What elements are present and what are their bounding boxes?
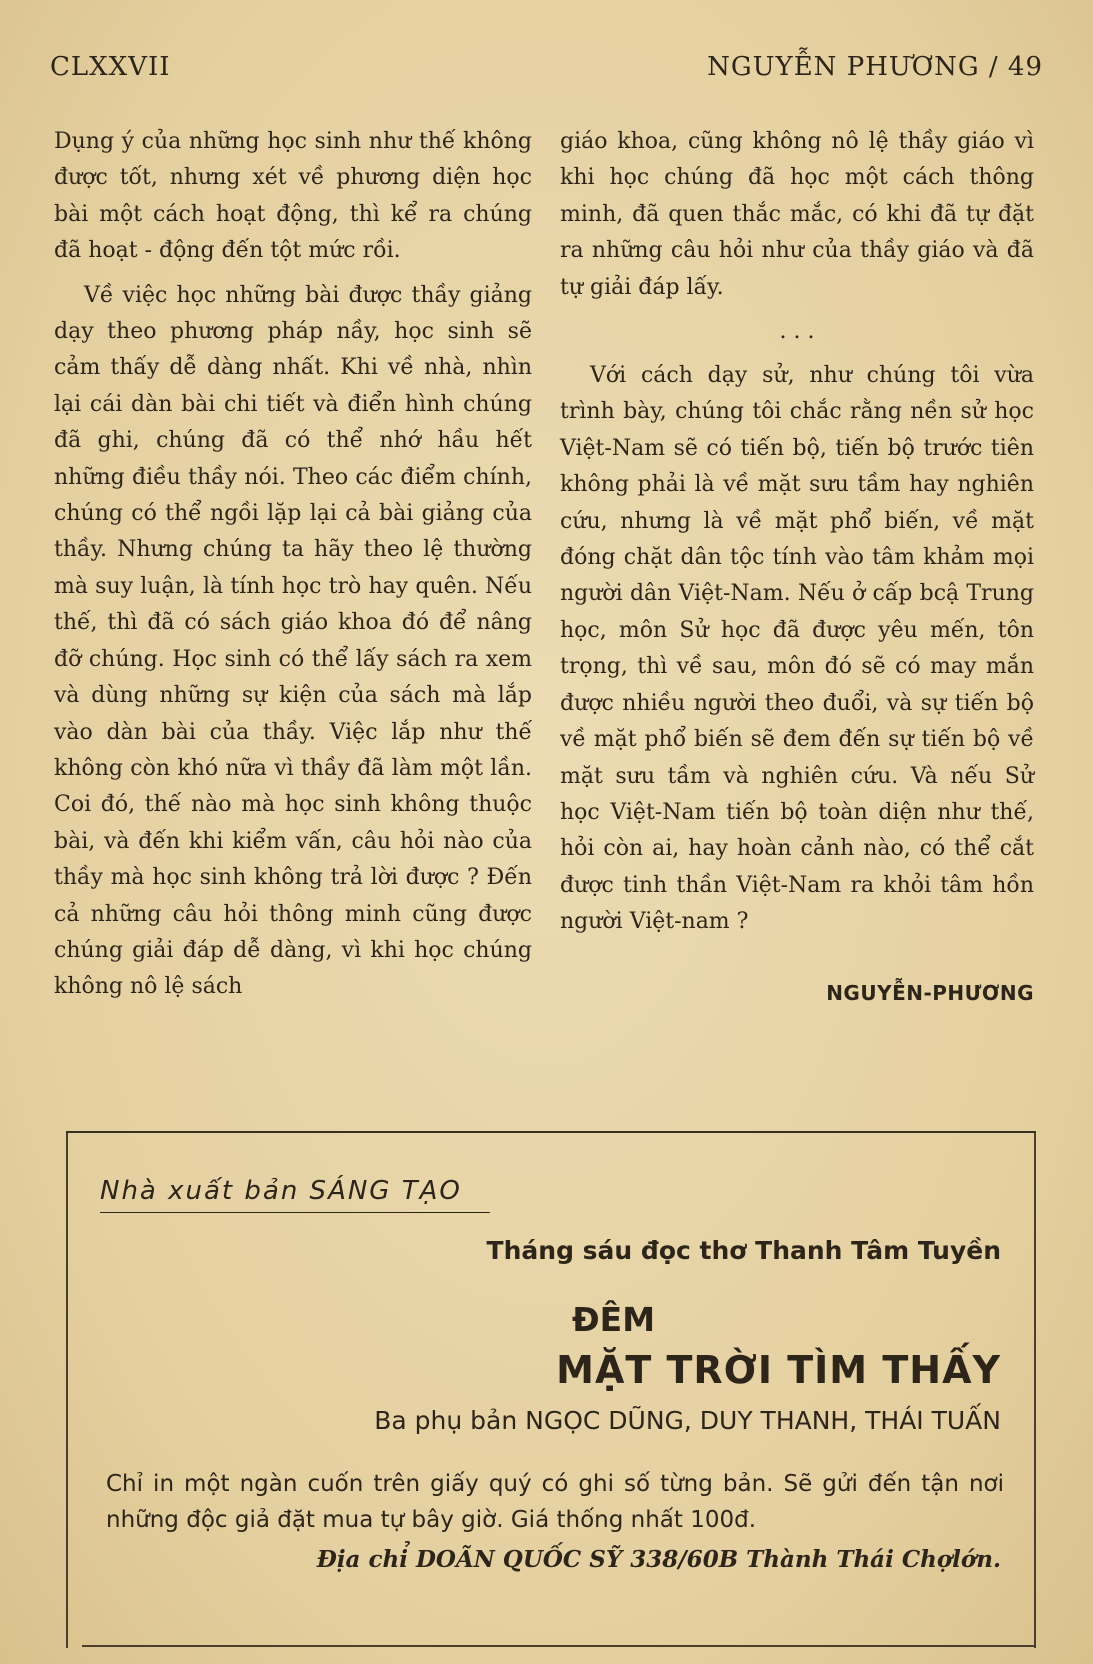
left-column <box>54 124 532 1006</box>
paragraph: Về việc học những bài được thầy giảng dạy theo phương pháp nầy, học sinh sẽ cảm thấy dễ dàng nhất. Khi về nhà, nhìn lại cái dàn bài chi tiết và điển hình chúng đã ghi, chúng đã có thể nhớ hầu hết những điều thầy nói. Theo các điểm chính, chúng có thể ngồi lặp lại cả bài giảng của thầy. Nhưng chúng ta hãy theo lệ thường mà suy luận, là tính học trò hay quên. Nếu thế, thì đã có sách giáo khoa đó để nâng đỡ chúng. Học sinh có thể lấy sách ra xem và dùng những sự kiện của sách mà lắp vào dàn bài của thầy. Việc lắp như thế không còn khó nữa vì thầy đã làm một lần. Coi đó, thế nào mà học sinh không thuộc bài, và đến khi kiểm vấn, câu hỏi nào của thầy mà học sinh không trả lời được ? Đến cả những câu hỏi thông minh cũng được chúng giải đáp dễ dàng, vì khi học chúng không nô lệ sách <box>54 282 532 1000</box>
author-page-number: NGUYỄN PHƯƠNG / 49 <box>707 52 1043 82</box>
publisher-label: Nhà xuất bản SÁNG TẠO <box>100 1176 462 1206</box>
illustrators-line: Ba phụ bản NGỌC DŨNG, DUY THANH, THÁI TUẤN <box>374 1406 1001 1435</box>
publisher-address: Địa chỉ DOÃN QUỐC SỸ 338/60B Thành Thái Chợlớn. <box>316 1546 1001 1573</box>
frame-left-rule <box>66 1133 68 1648</box>
book-title-line-1: ĐÊM <box>572 1300 656 1339</box>
running-header <box>50 52 1043 92</box>
frame-bottom-rule <box>82 1645 1034 1647</box>
paragraph: giáo khoa, cũng không nô lệ thầy giáo vì khi học chúng đã học một cách thông minh, đã quen thắc mắc, có khi đã tự đặt ra những câu hỏi như của thầy giáo và đã tự giải đáp lấy. <box>560 129 1034 300</box>
book-title-line-2: MẶT TRỜI TÌM THẤY <box>556 1348 1001 1392</box>
section-separator: . . . <box>779 319 815 345</box>
right-column <box>560 124 1034 1011</box>
edition-note: Chỉ in một ngàn cuốn trên giấy quý có ghi số từng bản. Sẽ gửi đến tận nơi những độc giả đặt mua tự bây giờ. Giá thống nhất 100đ. <box>106 1471 1004 1533</box>
section-number: CLXXVII <box>50 52 171 82</box>
author-signature: NGUYỄN-PHƯƠNG <box>826 980 1034 1005</box>
advertisement-frame <box>66 1133 1036 1653</box>
paragraph: Với cách dạy sử, như chúng tôi vừa trình bày, chúng tôi chắc rằng nền sử học Việt-Nam sẽ có tiến bộ, tiến bộ trước tiên không phải là về mặt sưu tầm hay nghiên cứu, nhưng là về mặt phổ biến, về mặt đóng chặt dân tộc tính vào tâm khảm mọi người dân Việt-Nam. Nếu ở cấp bcậ Trung học, môn Sử học đã được yêu mến, tôn trọng, thì về sau, môn đó sẽ có may mắn được nhiều người theo đuổi, và sự tiến bộ về mặt phổ biến sẽ đem đến sự tiến bộ về mặt sưu tầm và nghiên cứu. Và nếu Sử học Việt-Nam tiến bộ toàn diện như thế, hỏi còn ai, hay hoàn cảnh nào, có thể cắt được tinh thần Việt-Nam ra khỏi tâm hồn người Việt-nam ? <box>560 363 1034 935</box>
paragraph: Dụng ý của những học sinh như thế không được tốt, nhưng xét về phương diện học bài một cách hoạt động, thì kể ra chúng đã hoạt - động đến tột mức rồi. <box>54 129 532 264</box>
ad-subheading: Tháng sáu đọc thơ Thanh Tâm Tuyền <box>486 1236 1001 1265</box>
frame-right-rule <box>1034 1133 1036 1648</box>
publisher-name <box>100 1176 462 1206</box>
publisher-underline <box>100 1212 490 1213</box>
